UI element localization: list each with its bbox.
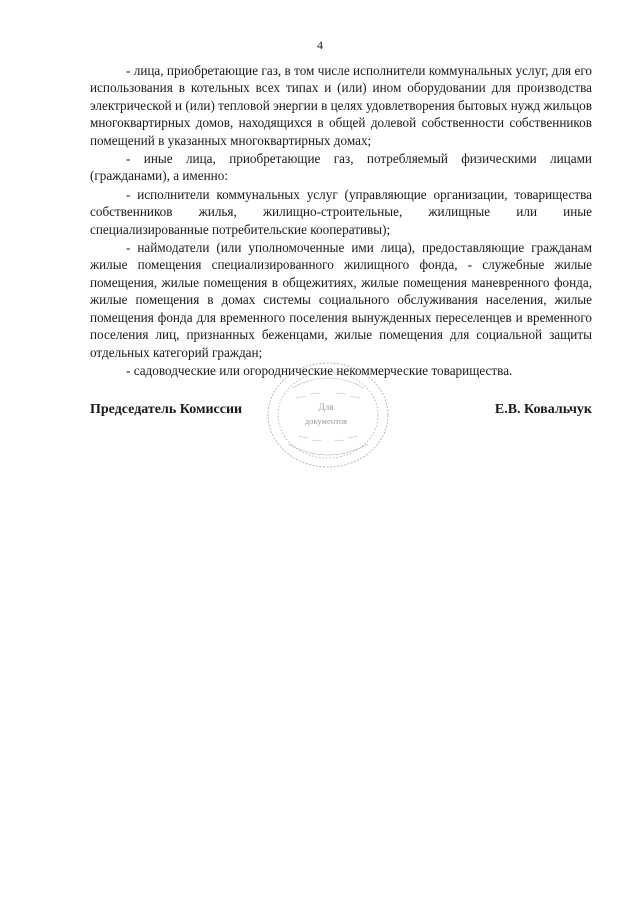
- paragraph-gardening-partnerships: - садоводческие или огороднические некоммерческие товарищества.: [126, 362, 513, 378]
- paragraph-other-persons: - иные лица, приобретающие газ, потребляемый физическими лицами (гражданами), а именно:: [90, 151, 592, 184]
- document-body: [90, 62, 592, 379]
- paragraph-landlords: - наймодатели (или уполномоченные ими лица), предоставляющие гражданам жилые помещения специализированного жилищного фонда, - служебные жилые помещения, жилые помещения в общежитиях, жилые помещения маневренного фонда, жилые помещения в домах системы социального обслуживания населения, жилые помещения фонда для временного поселения вынужденных переселенцев и временного поселения лиц, признанных беженцами, жилые помещения для социальной защиты отдельных категорий граждан;: [90, 240, 592, 360]
- paragraph-gas-buyers: - лица, приобретающие газ, в том числе исполнители коммунальных услуг, для его использования в котельных всех типах и (или) ином оборудовании для производства электрической и (или) тепловой энергии в целях удовлетворения бытовых нужд жильцов многоквартирных домов, находящихся в общей долевой собственности собственников помещений в указанных многоквартирных домах;: [90, 63, 592, 148]
- signer-title: Председатель Комиссии: [90, 402, 243, 417]
- signer-name: Е.В. Ковальчук: [494, 402, 592, 417]
- page-number: 4: [317, 38, 323, 52]
- official-stamp-icon: [262, 358, 394, 472]
- stamp-text-line-1: Для: [318, 402, 334, 412]
- stamp-text-line-2: документов: [304, 416, 348, 426]
- paragraph-utility-providers: - исполнители коммунальных услуг (управляющие организации, товарищества собственников жилья, жилищно-строительные, жилищные или иные специализированные потребительские кооперативы);: [90, 186, 592, 237]
